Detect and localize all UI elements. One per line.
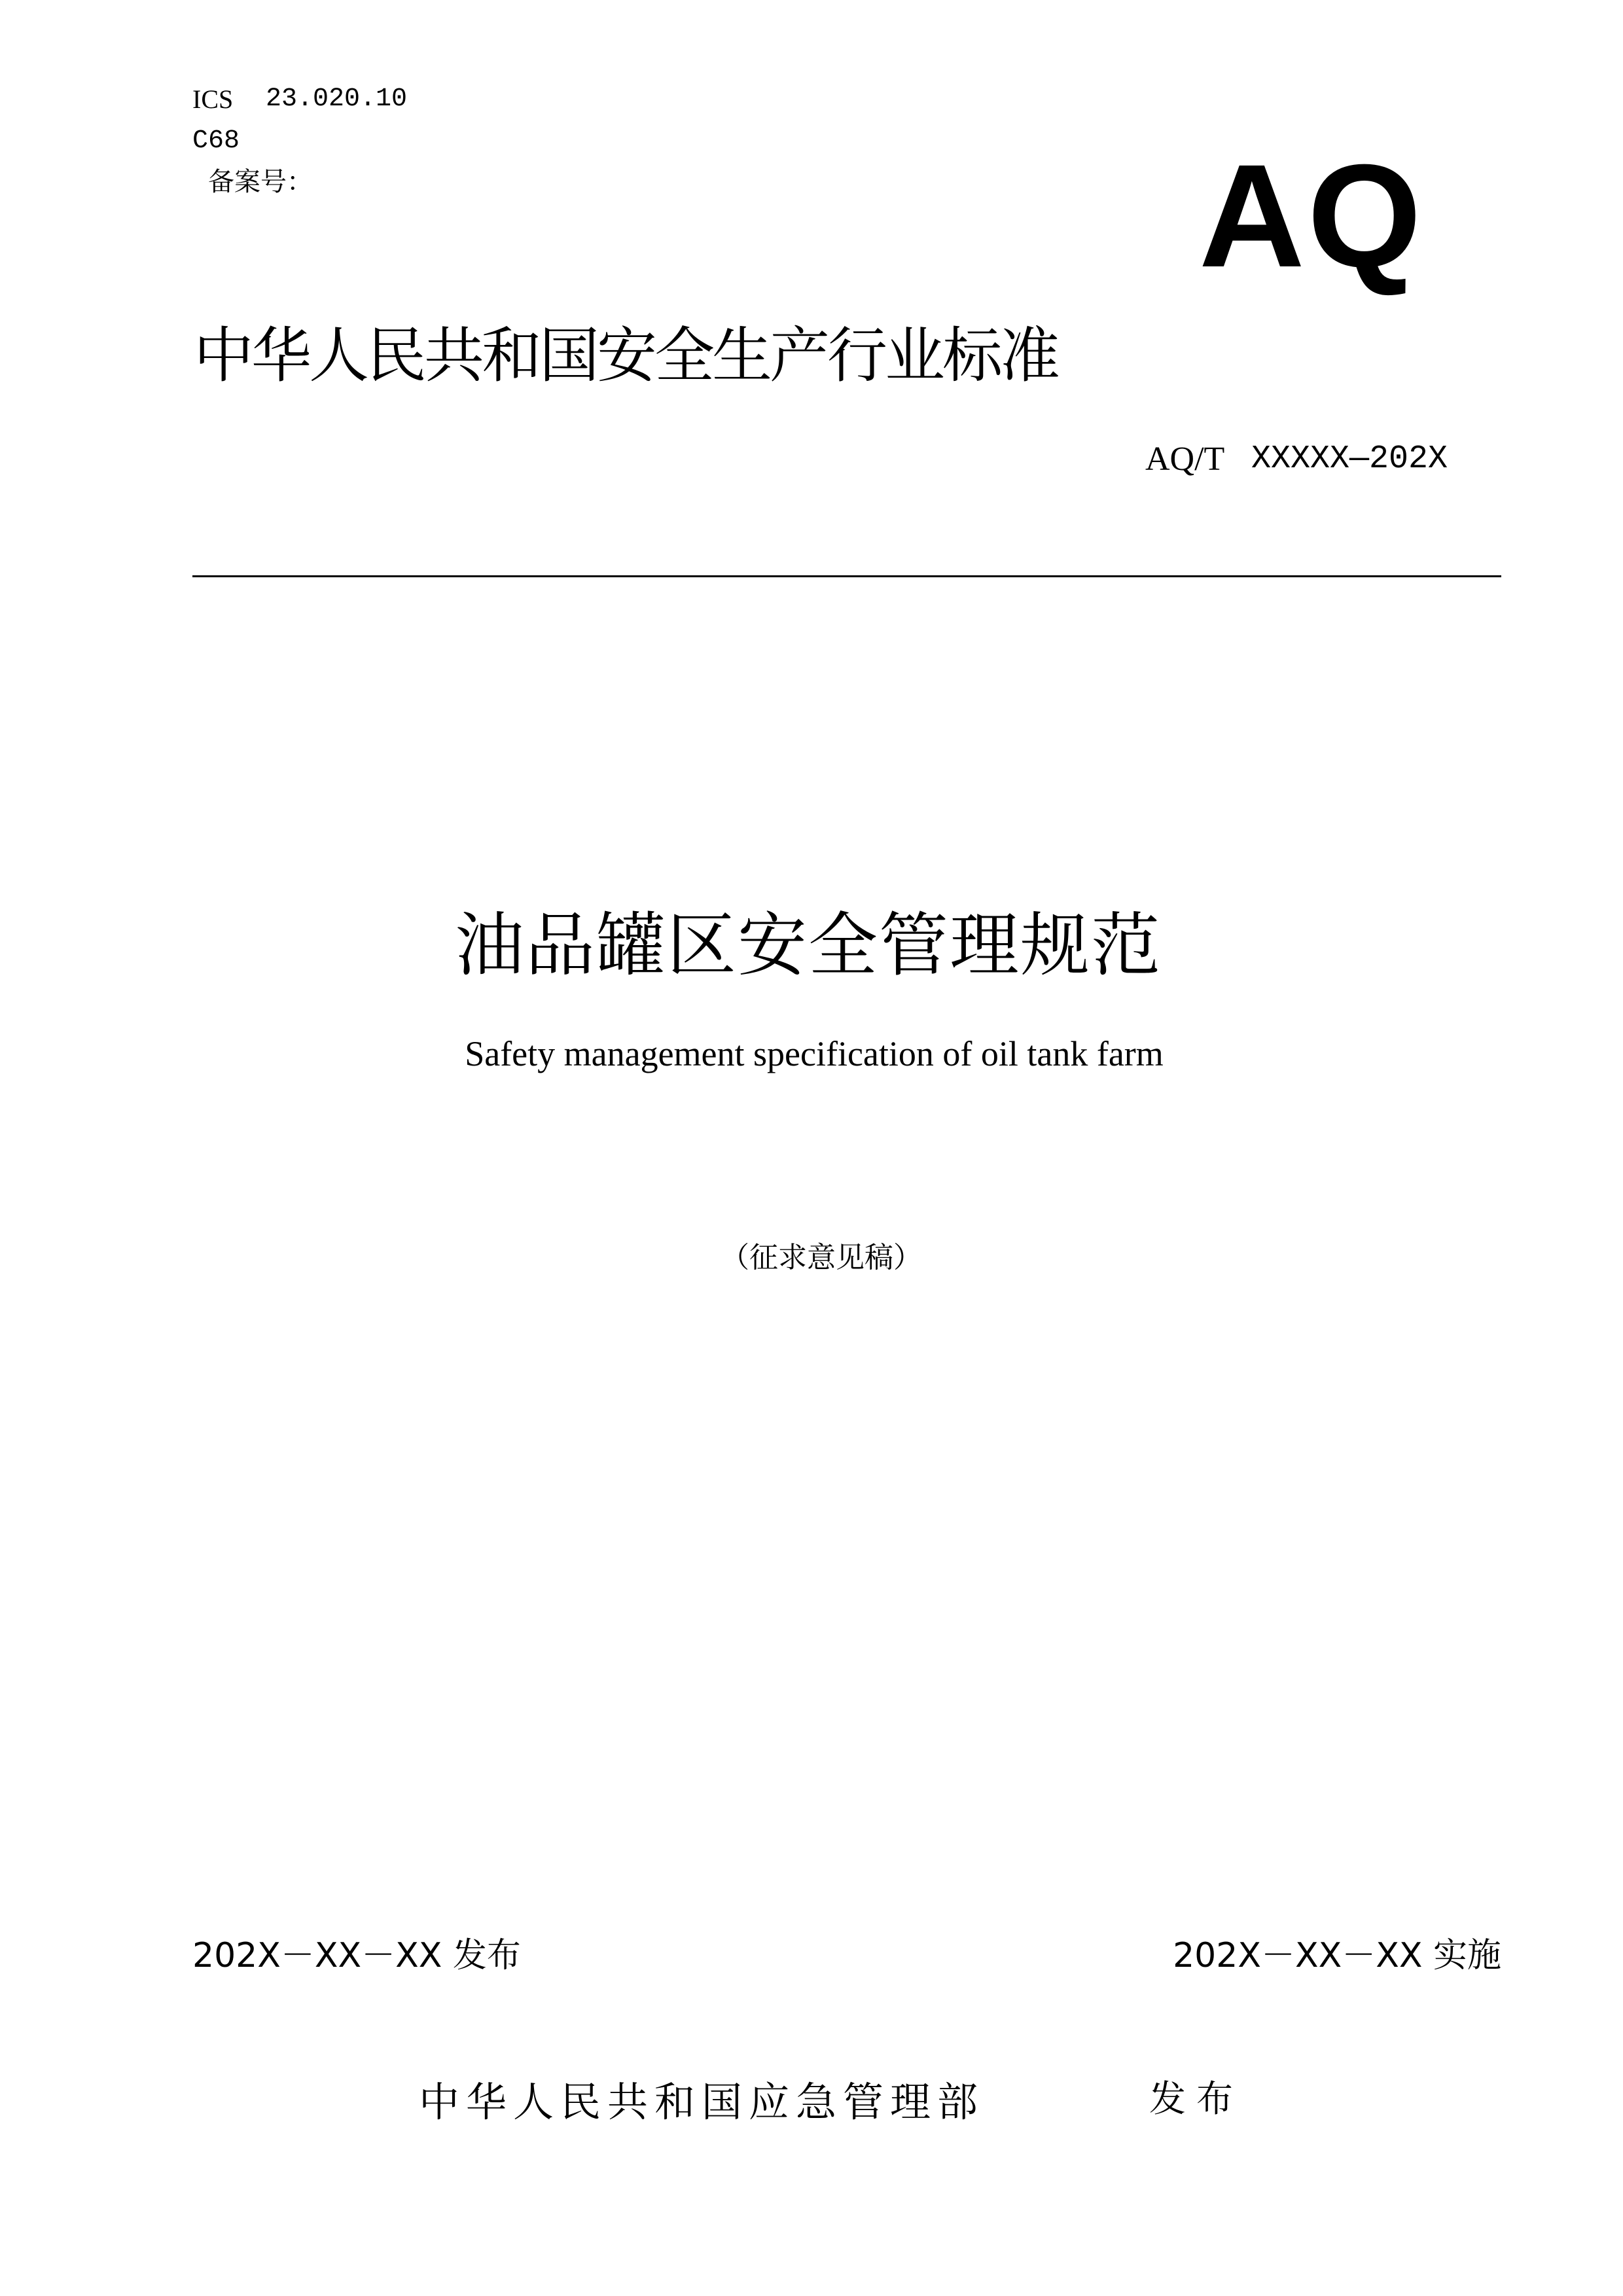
draft-status: （征求意见稿） — [721, 1241, 922, 1274]
issuing-action: 发布 — [1149, 2078, 1243, 2121]
implementation-date: 202X－XX－XX 实施 — [1173, 1936, 1501, 1975]
header-divider — [192, 575, 1501, 577]
standard-number: XXXXX—202X — [1251, 440, 1448, 478]
document-title: 油品罐区安全管理规范 — [455, 905, 1162, 986]
ics-label: ICS — [192, 84, 234, 114]
ccs-code: C68 — [192, 126, 240, 156]
standard-category-title: 中华人民共和国安全生产行业标准 — [194, 321, 1058, 391]
standard-number-prefix: AQ/T — [1145, 440, 1225, 478]
issuing-authority: 中华人民共和国应急管理部 — [419, 2078, 985, 2126]
aq-logo: AQ — [1199, 134, 1424, 298]
issue-date: 202X－XX－XX 发布 — [192, 1936, 521, 1975]
filing-number-label: 备案号： — [208, 167, 313, 197]
ics-code: 23.020.10 — [266, 84, 408, 114]
document-title-english: Safety management specification of oil tank farm — [465, 1034, 1164, 1073]
